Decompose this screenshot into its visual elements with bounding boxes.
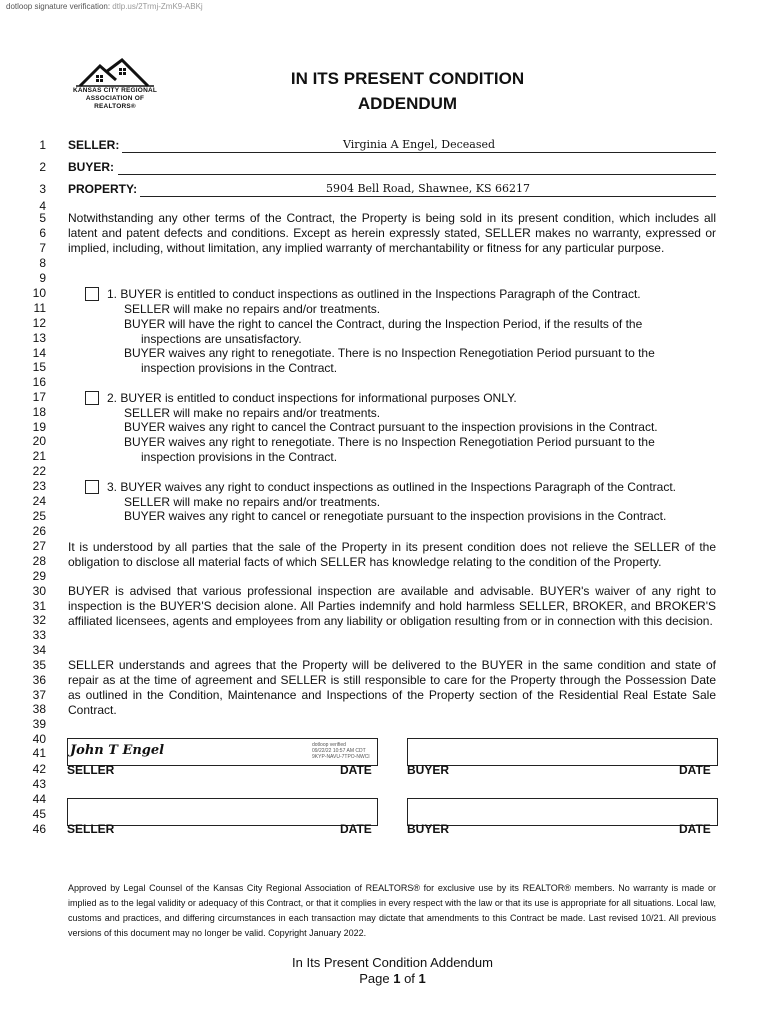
document-title bbox=[230, 66, 585, 116]
stamp-line: dotloop verified bbox=[312, 742, 346, 748]
line-number: 45 bbox=[32, 807, 46, 821]
line-number: 32 bbox=[32, 613, 46, 627]
option-2-line: 2. BUYER is entitled to conduct inspections for informational purposes ONLY. bbox=[107, 391, 517, 405]
line-number: 1 bbox=[39, 138, 46, 152]
page-of: of bbox=[400, 971, 419, 986]
line-number: 26 bbox=[32, 524, 46, 538]
option-3-line: BUYER waives any right to cancel or renegotiate pursuant to the inspection provisions in the Contract. bbox=[124, 509, 667, 523]
verification-label: dotloop signature verification: bbox=[6, 2, 111, 11]
line-number: 28 bbox=[32, 554, 46, 568]
option-1-line: SELLER will make no repairs and/or treatments. bbox=[124, 302, 381, 316]
buyer-signature-box-2[interactable] bbox=[407, 798, 718, 826]
option-2-checkbox[interactable] bbox=[85, 391, 99, 405]
option-2-line: BUYER waives any right to cancel the Contract pursuant to the inspection provisions in the Contract. bbox=[124, 420, 658, 434]
option-2-line: SELLER will make no repairs and/or treatments. bbox=[124, 406, 381, 420]
footer-document-title: In Its Present Condition Addendum bbox=[292, 955, 493, 970]
seller-label-2: SELLER bbox=[67, 822, 115, 836]
line-number: 29 bbox=[32, 569, 46, 583]
option-1-line: 1. BUYER is entitled to conduct inspections as outlined in the Inspections Paragraph of the Contract. bbox=[107, 287, 641, 301]
option-3-line: SELLER will make no repairs and/or treatments. bbox=[124, 495, 381, 509]
intro-paragraph: Notwithstanding any other terms of the Contract, the Property is being sold in its present condition, which includes all latent and patent defects and conditions. Except as herein expressly stated, SELLER makes no warranty, expressed or implied, including, without limitation, any implied warranty of merchantability or fitness for any particular purpose. bbox=[68, 211, 716, 255]
line-number: 41 bbox=[32, 746, 46, 760]
line-number: 39 bbox=[32, 717, 46, 731]
option-1-line: inspections are unsatisfactory. bbox=[141, 332, 302, 346]
line-number: 46 bbox=[32, 822, 46, 836]
line-number: 33 bbox=[32, 628, 46, 642]
line-number: 8 bbox=[39, 256, 46, 270]
logo-text bbox=[66, 87, 164, 111]
buyer-field-line bbox=[118, 174, 716, 175]
verification-link[interactable]: dtlp.us/2Trmj-ZmK9-ABKj bbox=[112, 2, 203, 11]
line-number: 42 bbox=[32, 762, 46, 776]
logo-line-1: KANSAS CITY REGIONAL bbox=[72, 87, 158, 94]
title-line-2: ADDENDUM bbox=[357, 94, 458, 113]
line-number: 34 bbox=[32, 643, 46, 657]
line-number: 37 bbox=[32, 688, 46, 702]
option-1-line: BUYER waives any right to renegotiate. There is no Inspection Renegotiation Period pursuant to the bbox=[124, 346, 655, 360]
buyer-label-1: BUYER bbox=[407, 763, 450, 777]
condition-paragraph: SELLER understands and agrees that the Property will be delivered to the BUYER in the same condition and state of repair as at the time of agreement and SELLER is still responsible to care for the Property through the Possession Date as outlined in the Condition, Maintenance and Inspections of the Property section of the Residential Real Estate Sale Contract. bbox=[68, 658, 716, 717]
line-number: 13 bbox=[32, 331, 46, 345]
line-number: 43 bbox=[32, 777, 46, 791]
line-number: 35 bbox=[32, 658, 46, 672]
line-number: 36 bbox=[32, 673, 46, 687]
line-number: 14 bbox=[32, 346, 46, 360]
line-number: 30 bbox=[32, 584, 46, 598]
page-number: 1 bbox=[393, 971, 401, 986]
line-number: 18 bbox=[32, 405, 46, 419]
line-number: 21 bbox=[32, 449, 46, 463]
legal-footer-note: Approved by Legal Counsel of the Kansas City Regional Association of REALTORS® for exclusive use by its REALTOR® members. No warranty is made or implied as to the legal validity or adequacy of this Contract, or that it complies in every respect with the law or that its use is appropriate for all situations. Local law, customs and practices, and differing circumstances in each transaction may dictate that amendments to this Contract be made. Last revised 10/21. All previous versions of this document may no longer be valid. Copyright January 2022. bbox=[68, 883, 716, 938]
line-number: 11 bbox=[33, 301, 46, 315]
option-2-line: BUYER waives any right to renegotiate. There is no Inspection Renegotiation Period pursuant to the bbox=[124, 435, 655, 449]
buyer-date-label-1: DATE bbox=[679, 763, 711, 777]
seller-field-value[interactable]: Virginia A Engel, Deceased bbox=[342, 138, 496, 151]
line-number: 2 bbox=[39, 160, 46, 174]
buyer-date-label-2: DATE bbox=[679, 822, 711, 836]
property-field-value[interactable]: 5904 Bell Road, Shawnee, KS 66217 bbox=[325, 182, 531, 195]
dotloop-verified-stamp bbox=[312, 742, 370, 760]
line-number: 6 bbox=[39, 226, 46, 240]
dotloop-verification bbox=[6, 2, 203, 11]
line-number: 5 bbox=[39, 211, 46, 225]
option-1-line: inspection provisions in the Contract. bbox=[141, 361, 338, 375]
property-field-line bbox=[140, 196, 716, 197]
inspection-advice-paragraph: BUYER is advised that various professional inspection are available and advisable. BUYER's waiver of any right to inspection is the BUYER'S decision alone. All Parties indemnify and hold harmless SELLER, BROKER, and BROKER'S affiliated licensees, agents and employees from any liability or obligation resulting from or in connection with this decision. bbox=[68, 584, 716, 628]
line-number: 40 bbox=[32, 732, 46, 746]
line-number: 3 bbox=[39, 182, 46, 196]
line-number: 7 bbox=[39, 241, 46, 255]
line-number: 4 bbox=[39, 199, 46, 213]
seller-date-label-2: DATE bbox=[340, 822, 372, 836]
option-1-checkbox[interactable] bbox=[85, 287, 99, 301]
line-number: 22 bbox=[32, 464, 46, 478]
option-3-line: 3. BUYER waives any right to conduct inspections as outlined in the Inspections Paragraph of the Contract. bbox=[107, 480, 676, 494]
page-prefix: Page bbox=[359, 971, 394, 986]
disclosure-paragraph: It is understood by all parties that the sale of the Property in its present condition does not relieve the SELLER of the obligation to disclose all material facts of which SELLER has knowledge relating to the condition of the Property. bbox=[68, 540, 716, 569]
property-field-label: PROPERTY: bbox=[68, 182, 138, 196]
seller-field-line bbox=[122, 152, 716, 153]
line-number: 27 bbox=[32, 539, 46, 553]
buyer-label-2: BUYER bbox=[407, 822, 450, 836]
line-number: 15 bbox=[32, 360, 46, 374]
logo-line-2: ASSOCIATION OF REALTORS® bbox=[85, 95, 145, 110]
line-number: 38 bbox=[32, 702, 46, 716]
page-footer bbox=[230, 955, 555, 987]
line-number: 19 bbox=[32, 420, 46, 434]
line-number: 17 bbox=[32, 390, 46, 404]
buyer-signature-box-1[interactable] bbox=[407, 738, 718, 766]
line-number: 24 bbox=[32, 494, 46, 508]
line-number: 20 bbox=[32, 434, 46, 448]
stamp-line: 9KYP-NAVU-7TPO-NWCI bbox=[312, 754, 370, 760]
page-indicator bbox=[230, 971, 555, 987]
seller-field-label: SELLER: bbox=[68, 138, 120, 152]
seller-signature: John T Engel bbox=[70, 743, 165, 758]
line-number: 23 bbox=[32, 479, 46, 493]
option-2-line: inspection provisions in the Contract. bbox=[141, 450, 338, 464]
line-number: 9 bbox=[39, 271, 46, 285]
option-3-checkbox[interactable] bbox=[85, 480, 99, 494]
line-number: 10 bbox=[32, 286, 46, 300]
option-1-line: BUYER will have the right to cancel the Contract, during the Inspection Period, if the results of the bbox=[124, 317, 643, 331]
seller-date-label-1: DATE bbox=[340, 763, 372, 777]
line-number: 25 bbox=[32, 509, 46, 523]
page-total: 1 bbox=[418, 971, 426, 986]
title-line-1: IN ITS PRESENT CONDITION bbox=[290, 69, 525, 88]
line-number: 12 bbox=[32, 316, 46, 330]
buyer-field-label: BUYER: bbox=[68, 160, 115, 174]
line-number: 44 bbox=[32, 792, 46, 806]
stamp-line: 09/22/22 10:57 AM CDT bbox=[312, 748, 366, 754]
line-number: 31 bbox=[32, 599, 46, 613]
line-number: 16 bbox=[32, 375, 46, 389]
seller-label-1: SELLER bbox=[67, 763, 115, 777]
